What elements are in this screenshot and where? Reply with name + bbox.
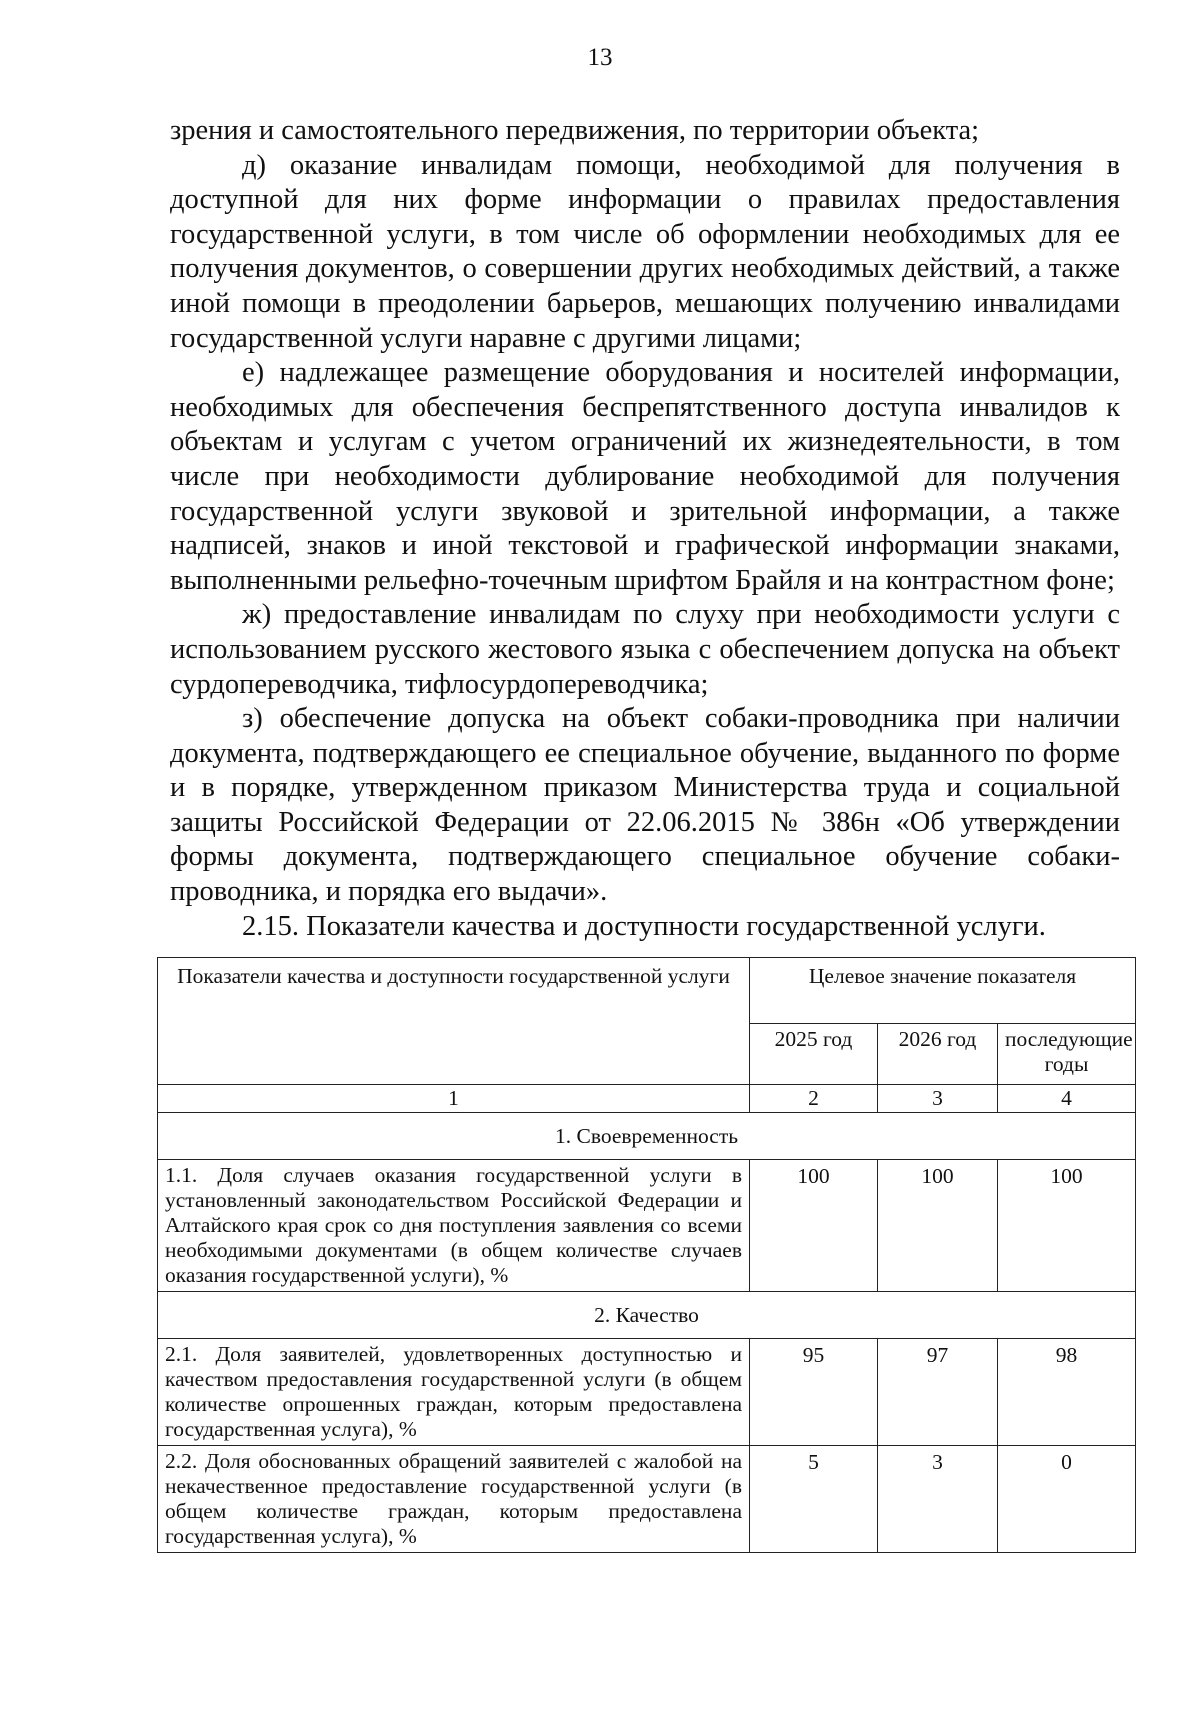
section-title-quality: 2. Качество bbox=[158, 1292, 1136, 1339]
indicator-name: 2.1. Доля заявителей, удовлетворенных доступностью и качеством предоставления государственной услуги (в общем количестве опрошенных граждан, которым предоставлена государственная услуга), % bbox=[158, 1339, 750, 1446]
paragraph-item-d: д) оказание инвалидам помощи, необходимой для получения в доступной для них форме информации о правилах предоставления государственной услуги, в том числе об оформлении необходимых для ее получения документов, о совершении других необходимых действий, а также иной помощи в преодолении барьеров, мешающих получению инвалидами государственной услуги наравне с другими лицами; bbox=[170, 149, 1120, 354]
indicator-name: 1.1. Доля случаев оказания государственной услуги в установленный законодательством Российской Федерации и Алтайского края срок со дня поступления заявления со всеми необходимыми документами (в общем количестве случаев оказания государственной услуги), % bbox=[158, 1160, 750, 1292]
header-subsequent-years: последующие годы bbox=[998, 1024, 1136, 1085]
paragraph-item-e: е) надлежащее размещение оборудования и носителей информации, необходимых для обеспечения беспрепятственного доступа инвалидов к объектам и услугам с учетом ограничений их жизнедеятельности, в том числе при необходимости дублирование необходимой для получения государственной услуги звуковой и зрительной информации, а также надписей, знаков и иной текстовой и графической информации знаками, выполненными рельефно-точечным шрифтом Брайля и на контрастном фоне; bbox=[170, 357, 1120, 596]
column-number: 1 bbox=[158, 1085, 750, 1113]
header-indicator-name: Показатели качества и доступности государственной услуги bbox=[158, 958, 750, 1085]
paragraph-item-zh: ж) предоставление инвалидам по слуху при необходимости услуги с использованием русского жестового языка с обеспечением допуска на объект сурдопереводчика, тифлосурдопереводчика; bbox=[170, 599, 1120, 700]
header-year-2025: 2025 год bbox=[750, 1024, 878, 1085]
table-row bbox=[158, 1339, 1136, 1446]
section-title-timeliness: 1. Своевременность bbox=[158, 1113, 1136, 1160]
indicator-name: 2.2. Доля обоснованных обращений заявителей с жалобой на некачественное предоставление государственной услуги (в общем количестве граждан, которым предоставлена государственная услуга), % bbox=[158, 1446, 750, 1553]
value-2025: 95 bbox=[750, 1339, 878, 1446]
value-2025: 5 bbox=[750, 1446, 878, 1553]
value-2026: 3 bbox=[878, 1446, 998, 1553]
value-2026: 100 bbox=[878, 1160, 998, 1292]
page-number: 13 bbox=[587, 44, 613, 71]
column-number: 2 bbox=[750, 1085, 878, 1113]
header-target-value: Целевое значение показателя bbox=[750, 958, 1136, 1024]
value-2025: 100 bbox=[750, 1160, 878, 1292]
table-row bbox=[158, 1160, 1136, 1292]
value-subsequent: 98 bbox=[998, 1339, 1136, 1446]
paragraph-item-z: з) обеспечение допуска на объект собаки-проводника при наличии документа, подтверждающего ее специальное обучение, выданного по форме и в порядке, утвержденном приказом Министерства труда и социальной защиты Российской Федерации от 22.06.2015 № 386н «Об утверждении формы документа, подтверждающего специальное обучение собаки-проводника, и порядка его выдачи». bbox=[170, 703, 1120, 908]
value-2026: 97 bbox=[878, 1339, 998, 1446]
column-number: 3 bbox=[878, 1085, 998, 1113]
paragraph-continuation: зрения и самостоятельного передвижения, по территории объекта; bbox=[170, 115, 980, 146]
value-subsequent: 100 bbox=[998, 1160, 1136, 1292]
column-number: 4 bbox=[998, 1085, 1136, 1113]
indicators-table bbox=[157, 957, 1136, 1553]
value-subsequent: 0 bbox=[998, 1446, 1136, 1553]
section-heading-2-15: 2.15. Показатели качества и доступности государственной услуги. bbox=[242, 910, 1046, 942]
body-text bbox=[170, 114, 1120, 944]
table-row bbox=[158, 1446, 1136, 1553]
header-year-2026: 2026 год bbox=[878, 1024, 998, 1085]
